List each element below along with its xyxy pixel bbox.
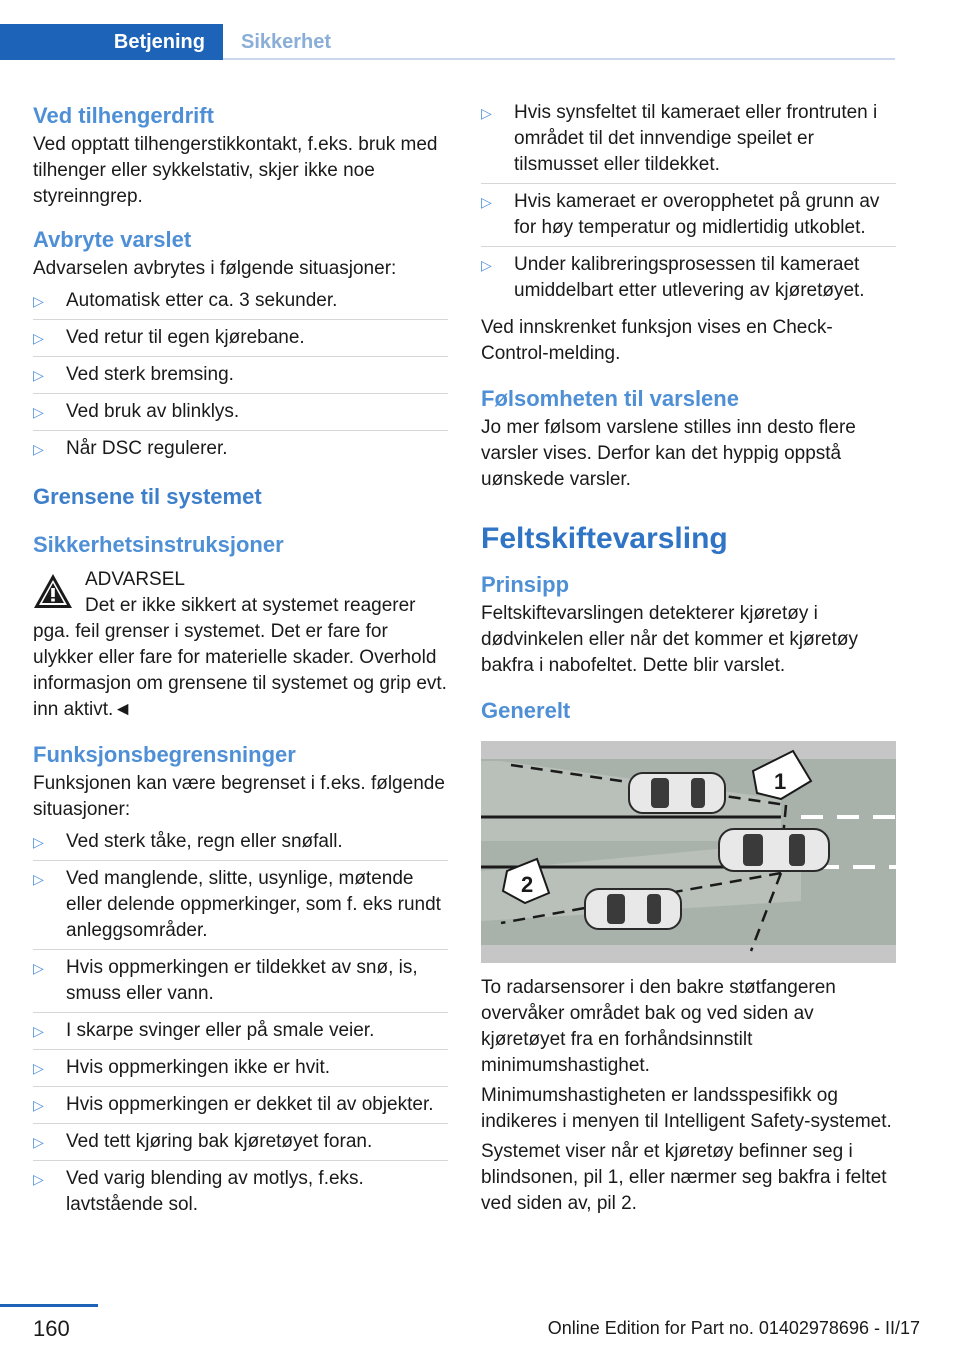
list-item: ▷ Automatisk etter ca. 3 sekunder. [33, 288, 448, 319]
triangle-bullet-icon: ▷ [33, 441, 44, 457]
paragraph-minimum: Minimumshastigheten er landsspesifikk og indikeres i menyen til Intelligent Safety-systemet. [481, 1085, 892, 1132]
paragraph-folsomhet: Jo mer følsom varslene stilles inn desto flere varsler vises. Derfor kan det hyppig oppstå uønskede varsler. [481, 417, 856, 490]
list-item: ▷ Hvis oppmerkingen ikke er hvit. [33, 1049, 448, 1086]
warning-triangle-icon [33, 573, 73, 609]
paragraph-system: Systemet viser når et kjøretøy befinner seg i blindsonen, pil 1, eller nærmer seg bakfra i feltet ved siden av, pil 2. [481, 1141, 887, 1214]
heading-feltskiftevarsling: Feltskiftevarsling [481, 522, 728, 555]
warning-title: ADVARSEL [85, 569, 185, 590]
triangle-bullet-icon: ▷ [33, 330, 44, 346]
heading-grensene: Grensene til systemet [33, 484, 262, 509]
paragraph-avbryte: Advarselen avbrytes i følgende situasjoner: [33, 258, 397, 279]
road-diagram [481, 741, 896, 963]
left-column [33, 100, 448, 1223]
list-funksjon [33, 829, 448, 1223]
heading-folsomhet: Følsomheten til varslene [481, 386, 739, 411]
triangle-bullet-icon: ▷ [481, 194, 492, 210]
list-item: ▷ Ved tett kjøring bak kjøretøyet foran. [33, 1123, 448, 1160]
tab-betjening[interactable]: Betjening [0, 24, 223, 60]
list-item: ▷ I skarpe svinger eller på smale veier. [33, 1012, 448, 1049]
header-tabs [0, 24, 895, 60]
list-limitations-cont [481, 100, 896, 309]
tab-sikkerhet[interactable]: Sikkerhet [241, 31, 332, 53]
heading-sikkerhetsinstruksjoner: Sikkerhetsinstruksjoner [33, 532, 284, 557]
list-item: ▷ Hvis synsfeltet til kameraet eller frontruten i området til det innvendige speilet er tilsmusset eller tildekket. [481, 102, 878, 175]
triangle-bullet-icon: ▷ [481, 105, 492, 121]
paragraph-prinsipp: Feltskiftevarslingen detekterer kjøretøy i dødvinkelen eller når det kommer et kjøretøy bakfra i nabofeltet. Dette blir varslet. [481, 603, 858, 676]
heading-generelt: Generelt [481, 698, 571, 723]
heading-prinsipp: Prinsipp [481, 572, 570, 597]
triangle-bullet-icon: ▷ [33, 404, 44, 420]
list-item: ▷ Under kalibreringsprosessen til kameraet umiddelbart etter utlevering av kjøretøyet. [481, 246, 896, 309]
list-avbryte [33, 288, 448, 467]
arrow-label-1: 1 [774, 769, 787, 794]
warning-text: Det er ikke sikkert at systemet reagerer pga. feil grenser i systemet. Det er fare for ulykker eller fare for materielle skader. Overhold informasjon om grensene til systemet og grip evt. inn aktivt.◄ [33, 595, 447, 720]
triangle-bullet-icon: ▷ [33, 1060, 44, 1076]
list-item: ▷ Ved sterk bremsing. [33, 356, 448, 393]
triangle-bullet-icon: ▷ [33, 834, 44, 850]
right-column [481, 100, 896, 1217]
triangle-bullet-icon: ▷ [33, 367, 44, 383]
heading-avbryte-varslet: Avbryte varslet [33, 227, 192, 252]
triangle-bullet-icon: ▷ [33, 293, 44, 309]
list-item: ▷ Ved varig blending av motlys, f.eks. lavtstående sol. [33, 1160, 448, 1223]
paragraph-check-control: Ved innskrenket funksjon vises en Check-Control-melding. [481, 317, 833, 364]
heading-funksjonsbegrensninger: Funksjonsbegrensninger [33, 742, 296, 767]
triangle-bullet-icon: ▷ [33, 1171, 44, 1187]
page-number: 160 [33, 1316, 70, 1341]
triangle-bullet-icon: ▷ [33, 871, 44, 887]
edition-note: Online Edition for Part no. 01402978696 - II/17 [547, 1318, 920, 1338]
arrow-label-2: 2 [521, 872, 534, 897]
list-item: ▷ Hvis oppmerkingen er tildekket av snø, is, smuss eller vann. [33, 949, 448, 1012]
paragraph-funksjon: Funksjonen kan være begrenset i f.eks. følgende situasjoner: [33, 773, 445, 820]
list-item: ▷ Ved sterk tåke, regn eller snøfall. [33, 829, 448, 860]
triangle-bullet-icon: ▷ [33, 1134, 44, 1150]
triangle-bullet-icon: ▷ [33, 1023, 44, 1039]
list-item: ▷ Hvis oppmerkingen er dekket til av objekter. [33, 1086, 448, 1123]
paragraph-radar: To radarsensorer i den bakre støtfangeren overvåker området bak og ved siden av kjøretøyet fra en forhåndsinnstilt minimumshastighet. [481, 977, 836, 1076]
triangle-bullet-icon: ▷ [481, 257, 492, 273]
list-item: ▷ Ved retur til egen kjørebane. [33, 319, 448, 356]
lane-change-illustration [481, 741, 896, 963]
tab-underline [223, 58, 895, 60]
heading-tilhengerdrift: Ved tilhengerdrift [33, 103, 214, 128]
list-item: ▷ Ved bruk av blinklys. [33, 393, 448, 430]
footer-rule [0, 1304, 98, 1307]
triangle-bullet-icon: ▷ [33, 1097, 44, 1113]
list-item: ▷ Ved manglende, slitte, usynlige, møtende eller delende oppmerkinger, som f. eks rundt anleggsområder. [33, 860, 448, 949]
warning-block [33, 567, 448, 593]
paragraph-tilhengerdrift: Ved opptatt tilhengerstikkontakt, f.eks. bruk med tilhenger eller sykkelstativ, skjer ikke noe styreinngrep. [33, 134, 438, 207]
triangle-bullet-icon: ▷ [33, 960, 44, 976]
list-item: ▷ Når DSC regulerer. [33, 430, 448, 467]
list-item: ▷ Hvis kameraet er overopphetet på grunn av for høy temperatur og midlertidig utkoblet. [481, 183, 896, 246]
